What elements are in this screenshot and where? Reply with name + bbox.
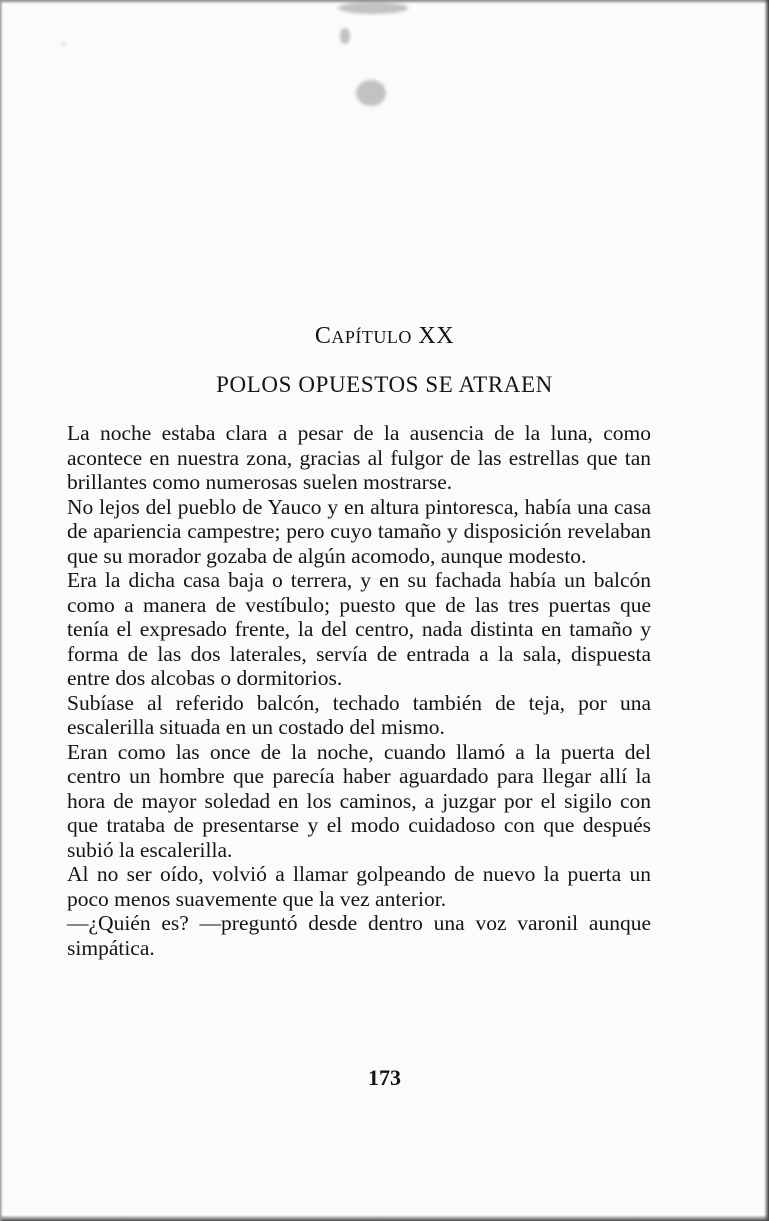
paragraph: No lejos del pueblo de Yauco y en altura pintoresca, había una casa de apariencia campestre; pero cuyo tamaño y disposición revelaban que su morador gozaba de algún acomodo, aunque modesto. (67, 494, 651, 568)
chapter-numeral: XX (418, 323, 455, 349)
scan-speck (356, 80, 386, 106)
paragraph: Eran como las once de la noche, cuando llamó a la puerta del centro un hombre que parecía haber aguardado para llegar allí la hora de mayor soledad en los caminos, a juzgar por el sigilo con que trataba de presentarse y el modo cuidadoso con que después subió la escalerilla. (67, 739, 651, 862)
paragraph: Al no ser oído, volvió a llamar golpeando de nuevo la puerta un poco menos suavemente que la vez anterior. (67, 862, 651, 911)
chapter-label (0, 323, 769, 350)
paragraph: La noche estaba clara a pesar de la ausencia de la luna, como acontece en nuestra zona, gracias al fulgor de las estrellas que tan brillantes como numerosas suelen mostrarse. (67, 421, 651, 494)
page-number: 173 (368, 1065, 401, 1090)
scan-edge-bottom (0, 1215, 769, 1221)
scan-edge-right (764, 0, 769, 1221)
scan-edge-left (0, 0, 3, 1221)
paragraph: Subíase al referido balcón, techado también de teja, por una escalerilla situada en un costado del mismo. (67, 690, 651, 739)
paragraph: Era la dicha casa baja o terrera, y en su fachada había un balcón como a manera de vestíbulo; puesto que de las tres puertas que tenía el expresado frente, la del centro, nada distinta en tamaño y forma de las dos laterales, servía de entrada a la sala, dispuesta entre dos alcobas o dormitorios. (67, 568, 651, 690)
chapter-title: POLOS OPUESTOS SE ATRAEN (216, 372, 553, 397)
chapter-label-lead: C (314, 323, 332, 349)
paragraph: —¿Quién es? —preguntó desde dentro una voz varonil aunque simpática. (67, 911, 651, 960)
scan-speck (338, 2, 408, 14)
scan-speck (62, 42, 65, 45)
body-text (67, 421, 651, 960)
chapter-label-rest: APÍTULO (331, 327, 412, 347)
scan-speck (340, 28, 350, 44)
